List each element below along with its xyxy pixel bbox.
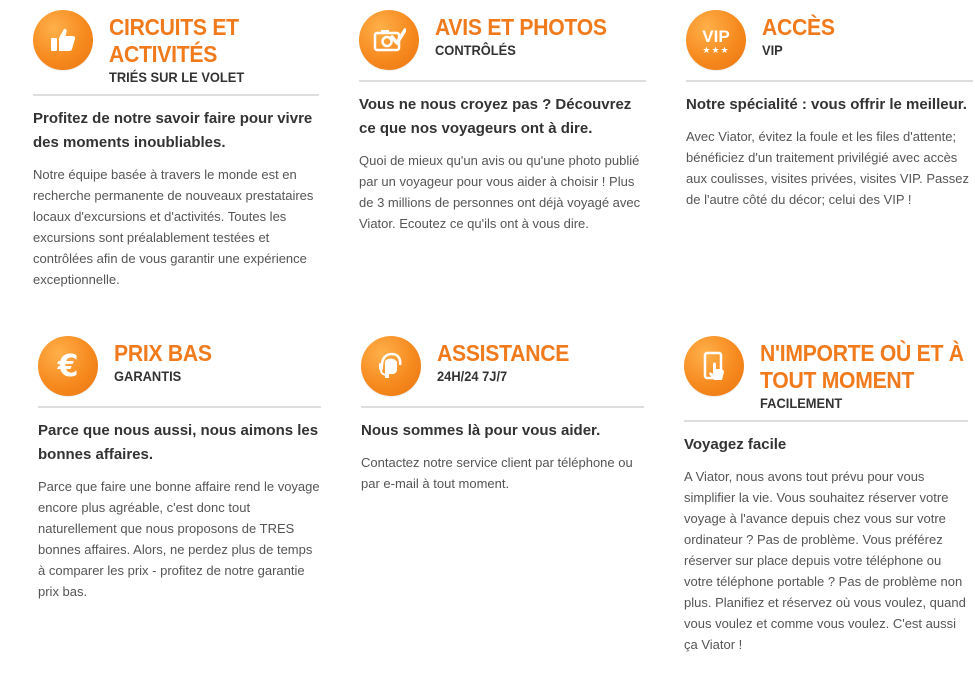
card-lead: Profitez de notre savoir faire pour vivre des moments inoubliables. xyxy=(33,110,313,151)
card-title-line1: CIRCUITS ET xyxy=(109,14,239,40)
euro-glyph: € xyxy=(57,348,79,384)
card-lead: Nous sommes là pour vous aider. xyxy=(361,422,601,439)
card-subtitle: TRIÉS SUR LE VOLET xyxy=(109,69,245,85)
card-body: Avec Viator, évitez la foule et les files d'attente; bénéficiez d'un traitement privilégié avec accès aux coulisses, visites privées, visites VIP. Passez de l'autre côté du décor; celui des VIP ! xyxy=(686,129,969,207)
card-title-line2: TOUT MOMENT xyxy=(760,367,915,393)
camera-check-icon xyxy=(359,10,419,70)
card-body: A Viator, nous avons tout prévu pour vous simplifier la vie. Vous souhaitez réserver votre voyage à l'avance depuis chez vous sur votre ordinateur ? Pas de problème. Vous préférez réserver sur place depuis votre téléphone ou votre téléphone portable ? Pas de problème non plus. Planifiez et réservez où vous voulez, quand vous voulez et comme vous voulez. C'est aussi ça Viator ! xyxy=(684,469,966,652)
card-divider xyxy=(38,406,321,408)
card-header xyxy=(686,10,973,70)
thumbs-up-icon xyxy=(33,10,93,70)
card-lead: Vous ne nous croyez pas ? Découvrez ce que nos voyageurs ont à dire. xyxy=(359,96,632,137)
card-title-line1: N'IMPORTE OÙ ET À xyxy=(760,340,964,366)
card-subtitle: GARANTIS xyxy=(114,368,182,384)
card-divider xyxy=(359,80,646,82)
card-header xyxy=(361,336,644,396)
card-title-line1: AVIS ET PHOTOS xyxy=(435,14,607,40)
vip-icon-stars: ★★★ xyxy=(702,45,730,55)
card-subtitle: FACILEMENT xyxy=(760,395,843,411)
feature-card-prix xyxy=(38,336,321,602)
card-subtitle: VIP xyxy=(762,42,783,58)
card-body: Quoi de mieux qu'un avis ou qu'une photo publié par un voyageur pour vous aider à choisir ! Plus de 3 millions de personnes ont déjà voyagé avec Viator. Ecoutez ce qu'ils ont à vous dire. xyxy=(359,153,641,231)
card-header xyxy=(38,336,321,396)
headset-agent-icon xyxy=(361,336,421,396)
feature-card-mobile xyxy=(684,336,968,655)
feature-card-assistance xyxy=(361,336,644,494)
feature-card-vip xyxy=(686,10,973,210)
card-header xyxy=(33,10,319,86)
card-title-line2: ACTIVITÉS xyxy=(109,41,218,67)
card-subtitle: 24H/24 7J/7 xyxy=(437,368,508,384)
card-divider xyxy=(684,420,968,422)
card-header xyxy=(684,336,968,412)
card-body: Contactez notre service client par téléphone ou par e-mail à tout moment. xyxy=(361,455,633,491)
vip-stars-icon xyxy=(686,10,746,70)
card-title-line1: ASSISTANCE xyxy=(437,340,570,366)
card-header xyxy=(359,10,646,70)
card-subtitle: CONTRÔLÉS xyxy=(435,42,516,58)
card-title-line1: ACCÈS xyxy=(762,14,835,40)
card-lead: Notre spécialité : vous offrir le meilleur. xyxy=(686,96,967,113)
card-body: Parce que faire une bonne affaire rend le voyage encore plus agréable, c'est donc tout naturellement que nous proposons de TRES bonnes affaires. Alors, ne perdez plus de temps à comparer les prix - profitez de notre garantie prix bas. xyxy=(38,479,320,599)
card-divider xyxy=(686,80,973,82)
card-lead: Voyagez facile xyxy=(684,436,787,453)
card-body: Notre équipe basée à travers le monde est en recherche permanente de nouveaux prestataires locaux d'excursions et d'activités. Toutes les excursions sont préalablement testées et contrôlées afin de vous garantir une expérience exceptionnelle. xyxy=(33,167,314,287)
feature-card-circuits xyxy=(33,10,319,290)
card-lead: Parce que nous aussi, nous aimons les bonnes affaires. xyxy=(38,422,319,463)
vip-icon-label: VIP xyxy=(702,27,730,46)
mobile-touch-icon xyxy=(684,336,744,396)
feature-card-avis xyxy=(359,10,646,234)
card-divider xyxy=(361,406,644,408)
euro-icon xyxy=(38,336,98,396)
card-divider xyxy=(33,94,319,96)
card-title-line1: PRIX BAS xyxy=(114,340,212,366)
